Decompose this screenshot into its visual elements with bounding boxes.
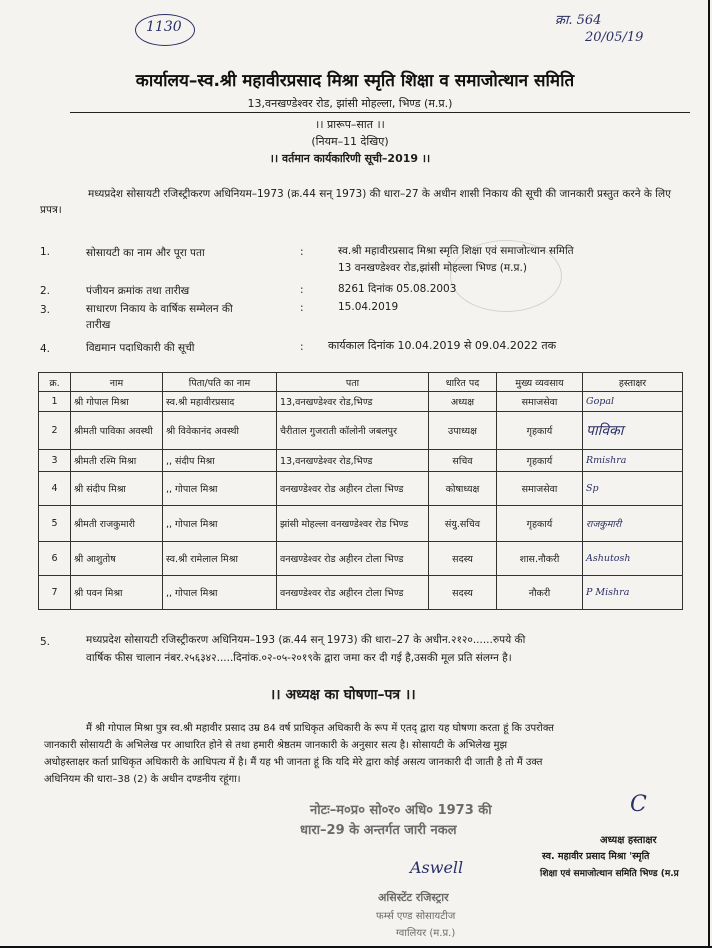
table-row [39,542,683,576]
cell-sn: 5 [39,506,71,542]
cell-occupation: समाजसेवा [497,392,583,412]
item-number: 2. [40,285,51,297]
item-number: 1. [40,246,51,258]
col-header: हस्ताक्षर [583,373,683,392]
cell-occupation: समाजसेवा [497,472,583,506]
cell-address: वनखण्डेश्वर रोड अहीरन टोला भिण्ड [277,542,429,576]
cell-sn: 6 [39,542,71,576]
table-row [39,450,683,472]
cell-post: उपाध्यक्ष [429,412,497,450]
cell-signature: Ashutosh [583,542,683,576]
cell-name: श्री पवन मिश्रा [71,576,163,610]
cell-signature: Rmishra [583,450,683,472]
cell-sn: 2 [39,412,71,450]
cell-signature: राजकुमारी [583,506,683,542]
society-address: 13 वनखण्डेश्वर रोड,झांसी मोहल्ला भिण्ड (म.प्र.) [338,262,527,274]
declaration-line: जानकारी सोसायटी के अभिलेख पर आधारित होने से तथा हमारी श्रेष्ठतम जानकारी के अनुसार सत्य है। सोसायटी के अभिलेख मुझ [44,740,508,751]
item-colon: : [300,246,304,258]
fee-line-1: मध्यप्रदेश सोसायटी रजिस्ट्रीकरण अधिनियम–193 (क्र.44 सन् 1973) की धारा–27 के अधीन.२१२०......रुपये की [86,634,526,646]
cell-occupation: नौकरी [497,576,583,610]
item-colon: : [300,302,304,314]
cell-address: झांसी मोहल्ला वनखण्डेश्वर रोड भिण्ड [277,506,429,542]
handwritten-ref: क्रा. 564 [555,13,602,28]
cell-name: श्री गोपाल मिश्रा [71,392,163,412]
cell-name: श्री आशुतोष [71,542,163,576]
stamp-note-line: नोटः–म०प्र० सो०र० अधि० 1973 की [310,803,492,818]
item-label-cont: तारीख [86,319,111,331]
cell-post: कोषाध्यक्ष [429,472,497,506]
header-rule [70,112,690,113]
president-title: अध्यक्ष हस्ताक्षर [600,835,657,846]
table-row [39,472,683,506]
col-header: धारित पद [429,373,497,392]
registrar-office: फर्म्स एण्ड सोसायटीज [376,911,456,922]
cell-occupation: गृहकार्य [497,506,583,542]
item-label: सोसायटी का नाम और पूरा पता [86,247,205,259]
col-header: नाम [71,373,163,392]
table-row [39,576,683,610]
item-label: पंजीयन क्रमांक तथा तारीख [86,285,190,297]
declaration-heading: ।। अध्यक्ष का घोषणा–पत्र ।। [270,687,416,703]
col-header: क्र. [39,373,71,392]
item-colon: : [300,284,304,296]
cell-occupation: गृहकार्य [497,412,583,450]
cell-post: सदस्य [429,542,497,576]
item-number: 3. [40,304,51,316]
cell-address: वनखण्डेश्वर रोड अहीरन टोला भिण्ड [277,472,429,506]
cell-father: ,, संदीप मिश्रा [163,450,277,472]
cell-address: वनखण्डेश्वर रोड अहीरन टोला भिण्ड [277,576,429,610]
table-row [39,392,683,412]
president-signature: C [630,792,647,817]
cell-signature: Sp [583,472,683,506]
cell-post: संयु.सचिव [429,506,497,542]
cell-address: चैरीताल गुजराती कॉलोनी जबलपुर [277,412,429,450]
cell-sn: 7 [39,576,71,610]
cell-father: ,, गोपाल मिश्रा [163,472,277,506]
cell-signature: P Mishra [583,576,683,610]
cell-father: स्व.श्री महावीरप्रसाद [163,392,277,412]
col-header: मुख्य व्यवसाय [497,373,583,392]
table-header-row [39,373,683,392]
table-row [39,412,683,450]
item-label: साधारण निकाय के वार्षिक सम्मेलन की [86,303,233,315]
handwritten-number: 1130 [146,19,182,35]
cell-name: श्रीमती राजकुमारी [71,506,163,542]
cell-signature: पाविका [583,412,683,450]
intro-paragraph: मध्यप्रदेश सोसायटी रजिस्ट्रीकरण अधिनियम–1973 (क्र.44 सन् 1973) की धारा–27 के अधीन शासी निकाय की सूची की जानकारी प्रस्तुत करने के लिए प्रपत्र। [40,188,671,216]
col-header: पिता/पति का नाम [163,373,277,392]
cell-father: स्व.श्री रामेलाल मिश्रा [163,542,277,576]
cell-father: श्री विवेकानंद अवस्थी [163,412,277,450]
cell-address: 13,वनखण्डेश्वर रोड,भिण्ड [277,392,429,412]
scan-border-right [708,0,710,948]
col-header: पता [277,373,429,392]
cell-signature: Gopal [583,392,683,412]
cell-occupation: शास.नौकरी [497,542,583,576]
stamp-note-line: धारा–29 के अन्तर्गत जारी नकल [300,823,457,838]
office-title: कार्यालय–स्व.श्री महावीरप्रसाद मिश्रा स्मृति शिक्षा व समाजोत्थान समिति [135,71,575,91]
cell-sn: 4 [39,472,71,506]
item-number: 5. [40,636,51,648]
declaration-line: अधोहस्ताक्षर कर्ता प्राधिकृत अधिकारी के आधिपत्य में है। मैं यह भी जानता हूं कि यदि मेरे द्वारा कोई असत्य जानकारी दी जाती है तो मैं उक्त [44,757,543,768]
handwritten-date: 20/05/19 [585,30,644,45]
cell-name: श्री संदीप मिश्रा [71,472,163,506]
declaration-line: मैं श्री गोपाल मिश्रा पुत्र स्व.श्री महावीर प्रसाद उम्र 84 वर्ष प्राधिकृत अधिकारी के रूप में एतद् द्वारा यह घोषणा करता हूं कि उपरोक्त [86,723,554,734]
rule-ref: (नियम–11 देखिए) [311,135,389,148]
cell-address: 13,वनखण्डेश्वर रोड,भिण्ड [277,450,429,472]
item-colon: : [300,341,304,353]
registrar-city: ग्वालियर (म.प्र.) [396,928,456,939]
registrar-signature: Aswell [410,858,464,877]
office-address: 13,वनखण्डेश्वर रोड, झांसी मोहल्ला, भिण्ड (म.प्र.) [247,97,453,110]
cell-father: ,, गोपाल मिश्रा [163,576,277,610]
cell-post: सदस्य [429,576,497,610]
registrar-title: असिस्टेंट रजिस्ट्रार [378,891,449,904]
item-label: विद्यमान पदाधिकारी की सूची [86,342,195,354]
cell-post: अध्यक्ष [429,392,497,412]
meeting-date: 15.04.2019 [338,301,399,313]
cell-sn: 1 [39,392,71,412]
cell-post: सचिव [429,450,497,472]
society-name: स्व.श्री महावीरप्रसाद मिश्रा स्मृति शिक्षा एवं समाजोत्थान समिति [338,245,574,257]
tenure: कार्यकाल दिनांक 10.04.2019 से 09.04.2022 तक [328,339,557,352]
cell-sn: 3 [39,450,71,472]
declaration-line: अधिनियम की धारा–38 (2) के अधीन दण्डनीय रहूंगा। [44,774,241,785]
fee-line-2: वार्षिक फीस चालान नंबर.२५६३४२.....दिनांक.०२-०५-२०१९के द्वारा जमा कर दी गई है,उसकी मूल प्रति संलग्न है। [86,652,512,664]
form-number: ।। प्रारूप–सात ।। [315,118,385,131]
cell-name: श्रीमती रश्मि मिश्रा [71,450,163,472]
cell-name: श्रीमती पाविका अवस्थी [71,412,163,450]
item-number: 4. [40,343,51,355]
president-org-cont: शिक्षा एवं समाजोत्थान समिति भिण्ड (म.प्र [540,869,679,879]
cell-occupation: गृहकार्य [497,450,583,472]
list-title: ।। वर्तमान कार्यकारिणी सूची–2019 ।। [269,152,431,165]
table-row [39,506,683,542]
office-bearers-table [38,372,683,610]
registration-number: 8261 दिनांक 05.08.2003 [338,283,457,295]
cell-father: ,, गोपाल मिश्रा [163,506,277,542]
president-org: स्व. महावीर प्रसाद मिश्रा 'स्मृति [542,851,650,862]
